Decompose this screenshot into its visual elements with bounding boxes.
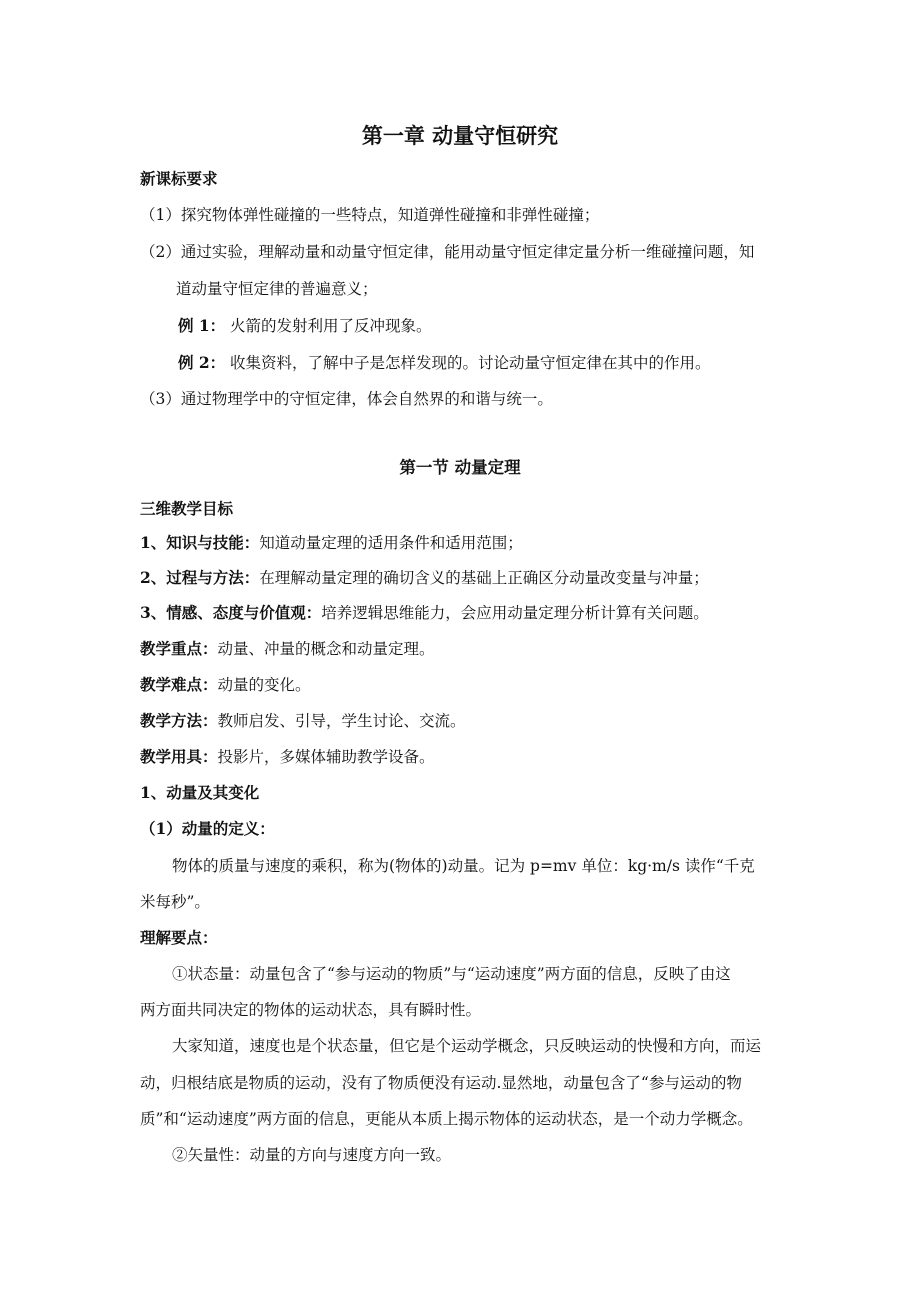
tools-text: 投影片，多媒体辅助教学设备。 (217, 748, 435, 766)
point-1-line-1: ①状态量：动量包含了“参与运动的物质”与“运动速度”两方面的信息，反映了由这 (172, 965, 731, 983)
requirements-heading: 新课标要求 (140, 169, 218, 188)
difficulty (140, 674, 790, 696)
requirement-2-line-1: （2）通过实验，理解动量和动量守恒定律，能用动量守恒定律定量分析一维碰撞问题，知 (140, 243, 755, 261)
key-point-label: 教学重点： (140, 639, 218, 658)
goal-2-label: 2、过程与方法： (140, 568, 260, 587)
definition-line-1: 物体的质量与速度的乘积，称为(物体的)动量。记为 p=mv 单位：kg·m/s 读作“千克 (172, 857, 755, 875)
chapter-title: 第一章 动量守恒研究 (361, 123, 559, 148)
goal-2 (140, 567, 790, 589)
requirement-1: （1）探究物体弹性碰撞的一些特点，知道弹性碰撞和非弹性碰撞； (140, 206, 600, 224)
difficulty-text: 动量的变化。 (217, 676, 311, 694)
paragraph-line-2: 动，归根结底是物质的运动，没有了物质便没有运动.显然地，动量包含了“参与运动的物 (140, 1074, 742, 1092)
requirement-3: （3）通过物理学中的守恒定律，体会自然界的和谐与统一。 (140, 390, 553, 408)
method-text: 教师启发、引导，学生讨论、交流。 (217, 712, 466, 730)
method-label: 教学方法： (140, 711, 218, 730)
point-2: ②矢量性：动量的方向与速度方向一致。 (172, 1146, 452, 1164)
understanding-heading: 理解要点： (140, 928, 218, 947)
goal-2-text: 在理解动量定理的确切含义的基础上正确区分动量改变量与冲量； (259, 569, 709, 587)
content-heading-1: 1、动量及其变化 (140, 783, 260, 802)
example-1-label: 例 1： (178, 316, 226, 335)
example-1 (178, 315, 790, 337)
teaching-method (140, 710, 790, 732)
goal-3-label: 3、情感、态度与价值观： (140, 603, 322, 622)
difficulty-label: 教学难点： (140, 675, 218, 694)
goals-heading: 三维教学目标 (140, 499, 234, 518)
paragraph-line-3: 质”和“运动速度”两方面的信息，更能从本质上揭示物体的运动状态，是一个动力学概念。 (140, 1110, 753, 1128)
example-2-label: 例 2： (178, 353, 226, 372)
goal-3 (140, 602, 790, 624)
example-1-text: 火箭的发射利用了反冲现象。 (230, 317, 432, 335)
example-2 (178, 352, 790, 374)
definition-line-2: 米每秒”。 (140, 893, 210, 911)
paragraph-line-1: 大家知道，速度也是个状态量，但它是个运动学概念，只反映运动的快慢和方向，而运 (172, 1037, 762, 1055)
content-subheading-1: （1）动量的定义： (140, 819, 275, 838)
goal-3-text: 培养逻辑思维能力，会应用动量定理分析计算有关问题。 (321, 604, 709, 622)
section-title: 第一节 动量定理 (399, 458, 521, 477)
tools-label: 教学用具： (140, 747, 218, 766)
teaching-tools (140, 746, 790, 768)
key-point (140, 638, 790, 660)
requirement-2-line-2: 道动量守恒定律的普遍意义； (176, 280, 378, 298)
key-point-text: 动量、冲量的概念和动量定理。 (217, 640, 435, 658)
goal-1-text: 知道动量定理的适用条件和适用范围； (259, 534, 523, 552)
point-1-line-2: 两方面共同决定的物体的运动状态，具有瞬时性。 (140, 1001, 482, 1019)
example-2-text: 收集资料，了解中子是怎样发现的。讨论动量守恒定律在其中的作用。 (230, 354, 711, 372)
goal-1-label: 1、知识与技能： (140, 533, 260, 552)
goal-1 (140, 532, 790, 554)
